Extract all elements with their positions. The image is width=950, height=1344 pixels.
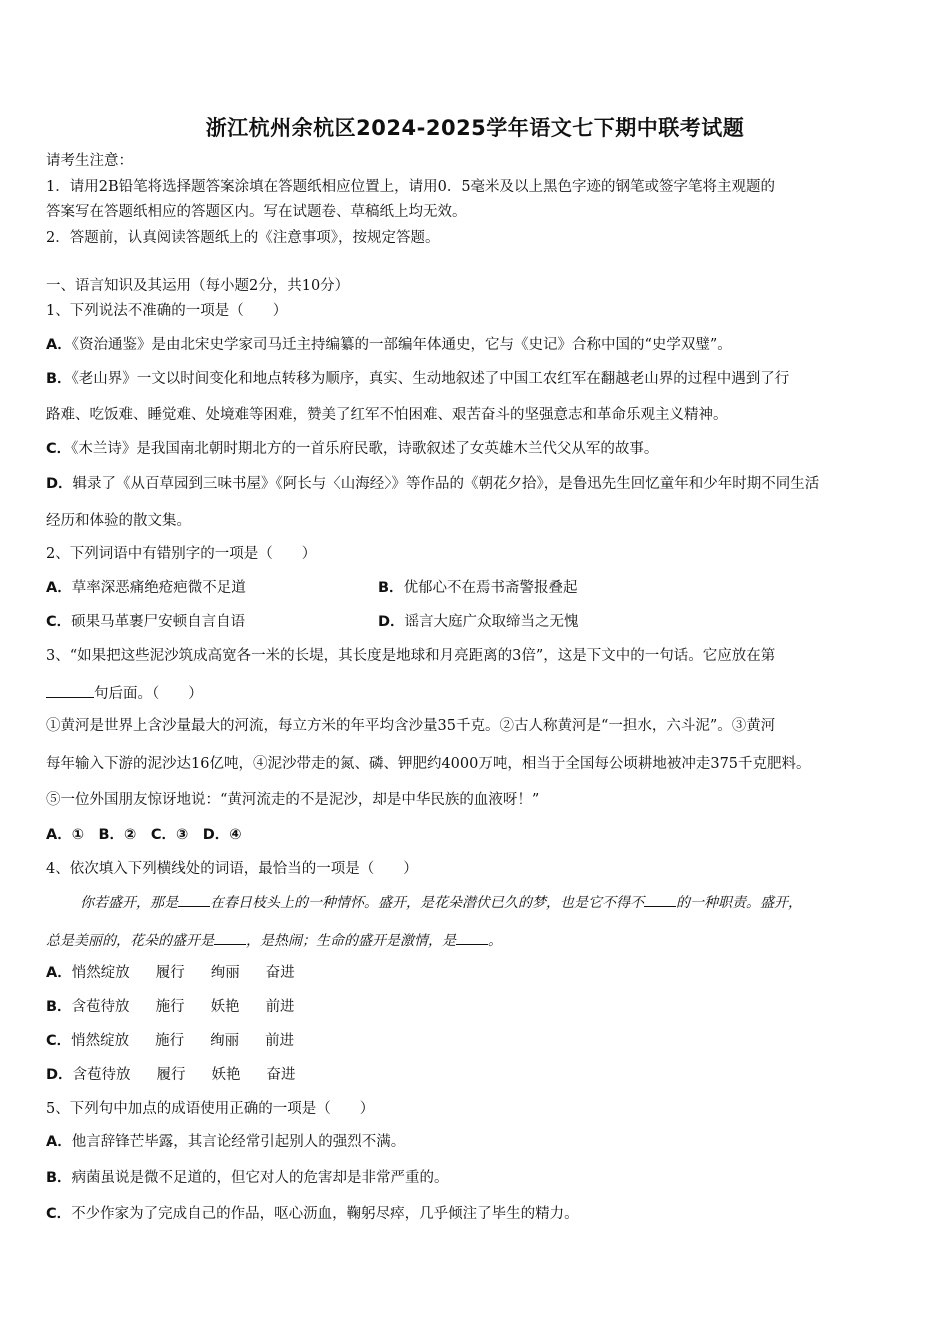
option-label: B． (378, 580, 404, 596)
q3-passage-1: ①黄河是世界上含沙量最大的河流，每立方米的年平均含沙量35千克。②古人称黄河是“一担水，六斗泥”。③黄河 (46, 718, 776, 734)
option-text: 他言辞锋芒毕露，其言论经常引起别人的强烈不满。 (71, 1134, 406, 1150)
option-word: 悄然绽放 (71, 965, 130, 981)
q4-option-b (46, 997, 295, 1017)
q4-passage-1 (80, 892, 802, 913)
option-label: C． (46, 1206, 72, 1222)
option-label: B． (46, 1170, 72, 1186)
option-word: 施行 (155, 999, 185, 1015)
section-heading: 一、语言知识及其运用（每小题2分，共10分） (46, 278, 350, 294)
option-label: D． (46, 1067, 73, 1083)
notice-line-3: 2．答题前，认真阅读答题纸上的《注意事项》，按规定答题。 (46, 230, 440, 246)
q2-stem: 2、下列词语中有错别字的一项是（ ） (46, 546, 317, 562)
page-title: 浙江杭州余杭区2024-2025学年语文七下期中联考试题 (205, 116, 745, 140)
q1-option-a (46, 335, 732, 355)
q5-stem: 5、下列句中加点的成语使用正确的一项是（ ） (46, 1101, 375, 1117)
answer-blank (644, 892, 676, 907)
option-word: 含苞待放 (72, 1067, 131, 1083)
q1-option-d (46, 474, 819, 494)
q4-option-d (46, 1065, 296, 1085)
option-text: 优郁心不在焉书斋警报叠起 (403, 580, 578, 596)
option-label: A． (46, 580, 72, 596)
option-text: 病菌虽说是微不足道的，但它对人的危害却是非常严重的。 (71, 1170, 449, 1186)
option-text: 谣言大庭广众取缔当之无愧 (404, 614, 579, 630)
option-label: C． (46, 441, 72, 457)
q5-option-a (46, 1132, 405, 1152)
q4-option-c (46, 1031, 294, 1051)
passage-text: 。 (488, 933, 502, 949)
q1-option-b (46, 369, 789, 389)
option-word: 前进 (265, 999, 295, 1015)
option-word: 施行 (155, 1033, 185, 1049)
notice-line-2: 答案写在答题纸相应的答题区内。写在试题卷、草稿纸上均无效。 (46, 204, 467, 220)
q3-stem-cont (46, 683, 203, 704)
answer-blank (178, 892, 210, 907)
option-word: 绚丽 (210, 965, 240, 981)
q3-passage-3: ⑤一位外国朋友惊讶地说：“黄河流走的不是泥沙，却是中华民族的血液呀！” (46, 792, 540, 808)
option-word: 履行 (155, 965, 185, 981)
q1-option-b-cont: 路难、吃饭难、睡觉难、处境难等困难，赞美了红军不怕困难、艰苦奋斗的坚强意志和革命乐观主义精神。 (46, 407, 728, 423)
option-label: D． (46, 476, 73, 492)
q5-option-b (46, 1168, 449, 1188)
q3-stem: 3、“如果把这些泥沙筑成高宽各一米的长堤，其长度是地球和月亮距离的3倍”，这是下文中的一句话。它应放在第 (46, 648, 776, 664)
answer-blank (214, 930, 246, 945)
option-text: 硕果马革裹尸安顿自言自语 (71, 614, 246, 630)
option-word: 绚丽 (210, 1033, 240, 1049)
passage-text: 的一种职责。盛开， (676, 895, 802, 911)
option-word: 履行 (156, 1067, 186, 1083)
passage-text: 你若盛开，那是 (80, 895, 178, 911)
passage-text: 总是美丽的，花朵的盛开是 (46, 933, 214, 949)
q2-option-b (378, 578, 578, 598)
option-text: 《木兰诗》是我国南北朝时期北方的一首乐府民歌，诗歌叙述了女英雄木兰代父从军的故事。 (71, 441, 659, 457)
option-word: 妖艳 (211, 1067, 241, 1083)
option-word: 含苞待放 (71, 999, 130, 1015)
q2-option-d (378, 612, 579, 632)
option-label: A． (46, 1134, 72, 1150)
q1-option-c (46, 439, 658, 459)
q3-passage-2: 每年输入下游的泥沙达16亿吨，④泥沙带走的氮、磷、钾肥约4000万吨，相当于全国每公顷耕地被冲走375千克肥料。 (46, 756, 811, 772)
option-word: 悄然绽放 (71, 1033, 130, 1049)
q4-stem: 4、依次填入下列横线处的词语，最恰当的一项是（ ） (46, 861, 418, 877)
option-word: 妖艳 (210, 999, 240, 1015)
option-label: C． (46, 1033, 72, 1049)
q3-stem-tail: 句后面。（ ） (94, 686, 203, 702)
option-text: 辑录了《从百草园到三味书屋》《阿长与〈山海经〉》等作品的《朝花夕拾》，是鲁迅先生回忆童年和少年时期不同生活 (72, 476, 820, 492)
answer-blank (456, 930, 488, 945)
q2-option-a (46, 578, 246, 598)
notice-heading: 请考生注意： (46, 153, 133, 169)
option-text: 《老山界》一文以时间变化和地点转移为顺序，真实、生动地叙述了中国工农红军在翻越老山界的过程中遇到了行 (71, 371, 790, 387)
q2-option-c (46, 612, 245, 632)
option-label: A． (46, 337, 72, 353)
option-text: 草率深恶痛绝疮疤微不足道 (71, 580, 246, 596)
q4-passage-2 (46, 930, 502, 951)
option-text: 《资治通鉴》是由北宋史学家司马迁主持编纂的一部编年体通史，它与《史记》合称中国的“史学双璧”。 (71, 337, 732, 353)
option-text: 不少作家为了完成自己的作品，呕心沥血，鞠躬尽瘁，几乎倾注了毕生的精力。 (71, 1206, 579, 1222)
answer-blank (46, 683, 94, 698)
option-word: 奋进 (266, 1067, 296, 1083)
q3-options: A．① B．② C．③ D．④ (46, 827, 242, 843)
q4-option-a (46, 963, 295, 983)
q5-option-c (46, 1204, 579, 1224)
q1-stem: 1、下列说法不准确的一项是（ ） (46, 303, 288, 319)
option-word: 前进 (265, 1033, 295, 1049)
option-label: A． (46, 965, 72, 981)
option-word: 奋进 (265, 965, 295, 981)
notice-line-1: 1．请用2B铅笔将选择题答案涂填在答题纸相应位置上，请用0．5毫米及以上黑色字迹的钢笔或签字笔将主观题的 (46, 179, 776, 195)
option-label: C． (46, 614, 72, 630)
q1-option-d-cont: 经历和体验的散文集。 (46, 513, 191, 529)
passage-text: 在春日枝头上的一种情怀。盛开，是花朵潜伏已久的梦，也是它不得不 (210, 895, 644, 911)
option-label: D． (378, 614, 405, 630)
option-label: B． (46, 371, 72, 387)
passage-text: ，是热闹；生命的盛开是激情，是 (246, 933, 456, 949)
option-label: B． (46, 999, 72, 1015)
